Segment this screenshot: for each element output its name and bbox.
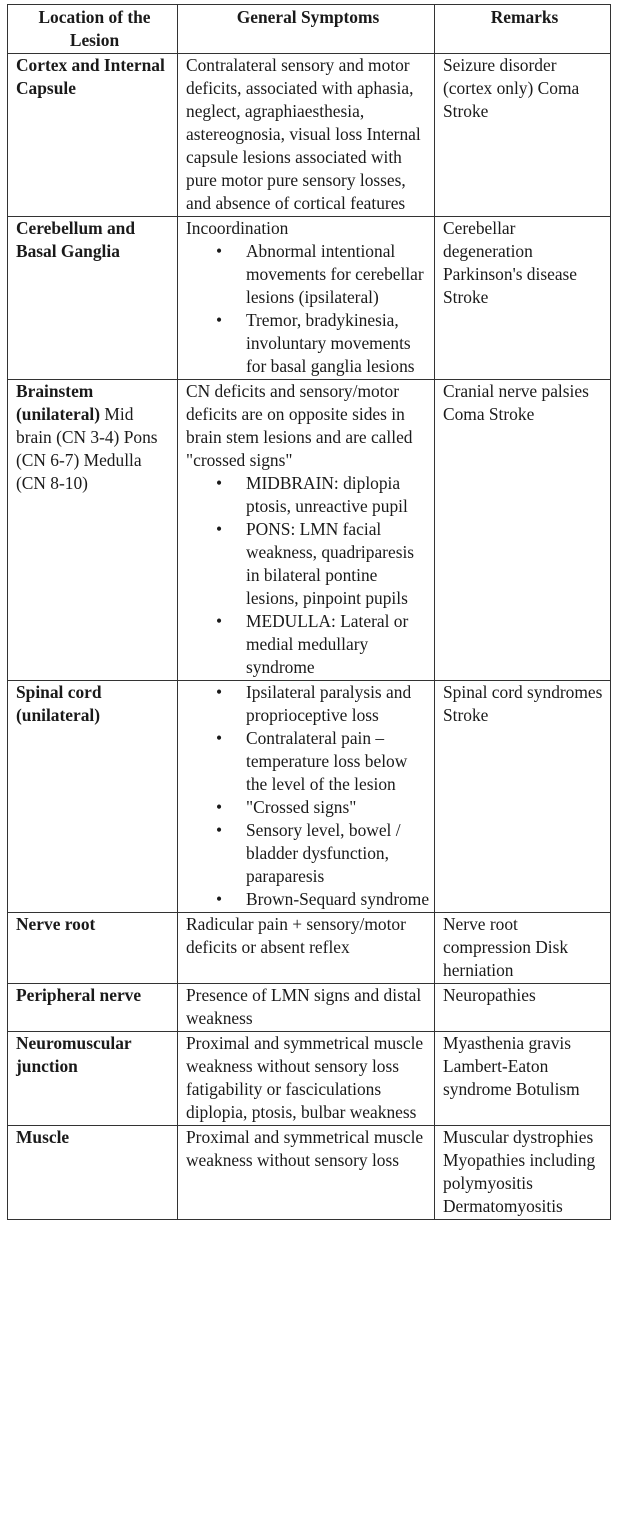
remarks-cell: Myasthenia gravis Lambert-Eaton syndrome Botulism bbox=[435, 1032, 611, 1126]
symptom-bullet-item: • MIDBRAIN: diplopia ptosis, unreactive pupil bbox=[246, 472, 430, 518]
header-remarks: Remarks bbox=[435, 5, 611, 54]
symptoms-text: Proximal and symmetrical muscle weakness without sensory loss bbox=[186, 1127, 424, 1170]
symptom-bullet-item: • MEDULLA: Lateral or medial medullary syndrome bbox=[246, 610, 430, 679]
remarks-cell: Spinal cord syndromes Stroke bbox=[435, 681, 611, 913]
remarks-cell: Nerve root compression Disk herniation bbox=[435, 913, 611, 984]
symptoms-list bbox=[186, 240, 430, 378]
symptoms-cell bbox=[178, 681, 435, 913]
symptom-bullet-item: • Abnormal intentional movements for cerebellar lesions (ipsilateral) bbox=[246, 240, 430, 309]
location-name: Cortex and Internal Capsule bbox=[16, 55, 165, 98]
table-row bbox=[8, 54, 611, 217]
symptoms-text: Radicular pain + sensory/motor deficits or absent reflex bbox=[186, 914, 406, 957]
symptoms-text: CN deficits and sensory/motor deficits are on opposite sides in brain stem lesions and are called "crossed signs" bbox=[186, 381, 413, 470]
location-name: Neuromuscular junction bbox=[16, 1033, 132, 1076]
symptoms-text: Presence of LMN signs and distal weakness bbox=[186, 985, 422, 1028]
symptoms-list bbox=[186, 681, 430, 911]
symptoms-cell bbox=[178, 217, 435, 380]
symptoms-cell bbox=[178, 54, 435, 217]
lesion-location-table bbox=[7, 4, 611, 1220]
header-row bbox=[8, 5, 611, 54]
table-row bbox=[8, 913, 611, 984]
table-body bbox=[8, 54, 611, 1220]
location-cell bbox=[8, 54, 178, 217]
location-name: Nerve root bbox=[16, 914, 96, 934]
location-cell bbox=[8, 380, 178, 681]
table-row bbox=[8, 380, 611, 681]
location-cell bbox=[8, 984, 178, 1032]
location-detail: Mid brain (CN 3-4) Pons (CN 6-7) Medulla (CN 8-10) bbox=[16, 404, 158, 493]
symptom-bullet-item: • Brown-Sequard syndrome bbox=[246, 888, 430, 911]
symptoms-cell bbox=[178, 380, 435, 681]
header-location: Location of the Lesion bbox=[8, 5, 178, 54]
location-name: Spinal cord (unilateral) bbox=[16, 682, 102, 725]
symptom-bullet-item: • Tremor, bradykinesia, involuntary movements for basal ganglia lesions bbox=[246, 309, 430, 378]
symptoms-text: Proximal and symmetrical muscle weakness without sensory loss fatigability or fasciculations diplopia, ptosis, bulbar weakness bbox=[186, 1033, 424, 1122]
location-name: Cerebellum and Basal Ganglia bbox=[16, 218, 136, 261]
location-name: Peripheral nerve bbox=[16, 985, 142, 1005]
symptom-bullet-item: • Ipsilateral paralysis and proprioceptive loss bbox=[246, 681, 430, 727]
table-row bbox=[8, 681, 611, 913]
location-cell bbox=[8, 681, 178, 913]
symptom-bullet-item: • "Crossed signs" bbox=[246, 796, 430, 819]
table-row bbox=[8, 1032, 611, 1126]
location-name: Brainstem (unilateral) bbox=[16, 381, 101, 424]
symptoms-list bbox=[186, 472, 430, 679]
symptoms-cell bbox=[178, 913, 435, 984]
table-row bbox=[8, 984, 611, 1032]
location-cell bbox=[8, 913, 178, 984]
table-row bbox=[8, 1126, 611, 1220]
symptom-bullet-item: • PONS: LMN facial weakness, quadriparesis in bilateral pontine lesions, pinpoint pupils bbox=[246, 518, 430, 610]
location-cell bbox=[8, 1032, 178, 1126]
symptoms-cell bbox=[178, 1032, 435, 1126]
symptoms-cell bbox=[178, 984, 435, 1032]
symptoms-cell bbox=[178, 1126, 435, 1220]
remarks-cell: Cerebellar degeneration Parkinson's disease Stroke bbox=[435, 217, 611, 380]
remarks-cell: Muscular dystrophies Myopathies including polymyositis Dermatomyositis bbox=[435, 1126, 611, 1220]
remarks-cell: Seizure disorder (cortex only) Coma Stroke bbox=[435, 54, 611, 217]
symptoms-text: Contralateral sensory and motor deficits, associated with aphasia, neglect, agraphiaesthesia, astereognosia, visual loss Internal capsule lesions associated with pure motor pure sensory losses, and absence of cortical features bbox=[186, 55, 421, 213]
remarks-cell: Cranial nerve palsies Coma Stroke bbox=[435, 380, 611, 681]
header-symptoms: General Symptoms bbox=[178, 5, 435, 54]
location-cell bbox=[8, 217, 178, 380]
remarks-cell: Neuropathies bbox=[435, 984, 611, 1032]
location-name: Muscle bbox=[16, 1127, 70, 1147]
symptom-bullet-item: • Contralateral pain – temperature loss below the level of the lesion bbox=[246, 727, 430, 796]
symptom-bullet-item: • Sensory level, bowel / bladder dysfunction, paraparesis bbox=[246, 819, 430, 888]
table-row bbox=[8, 217, 611, 380]
location-cell bbox=[8, 1126, 178, 1220]
symptoms-text: Incoordination bbox=[186, 218, 289, 238]
